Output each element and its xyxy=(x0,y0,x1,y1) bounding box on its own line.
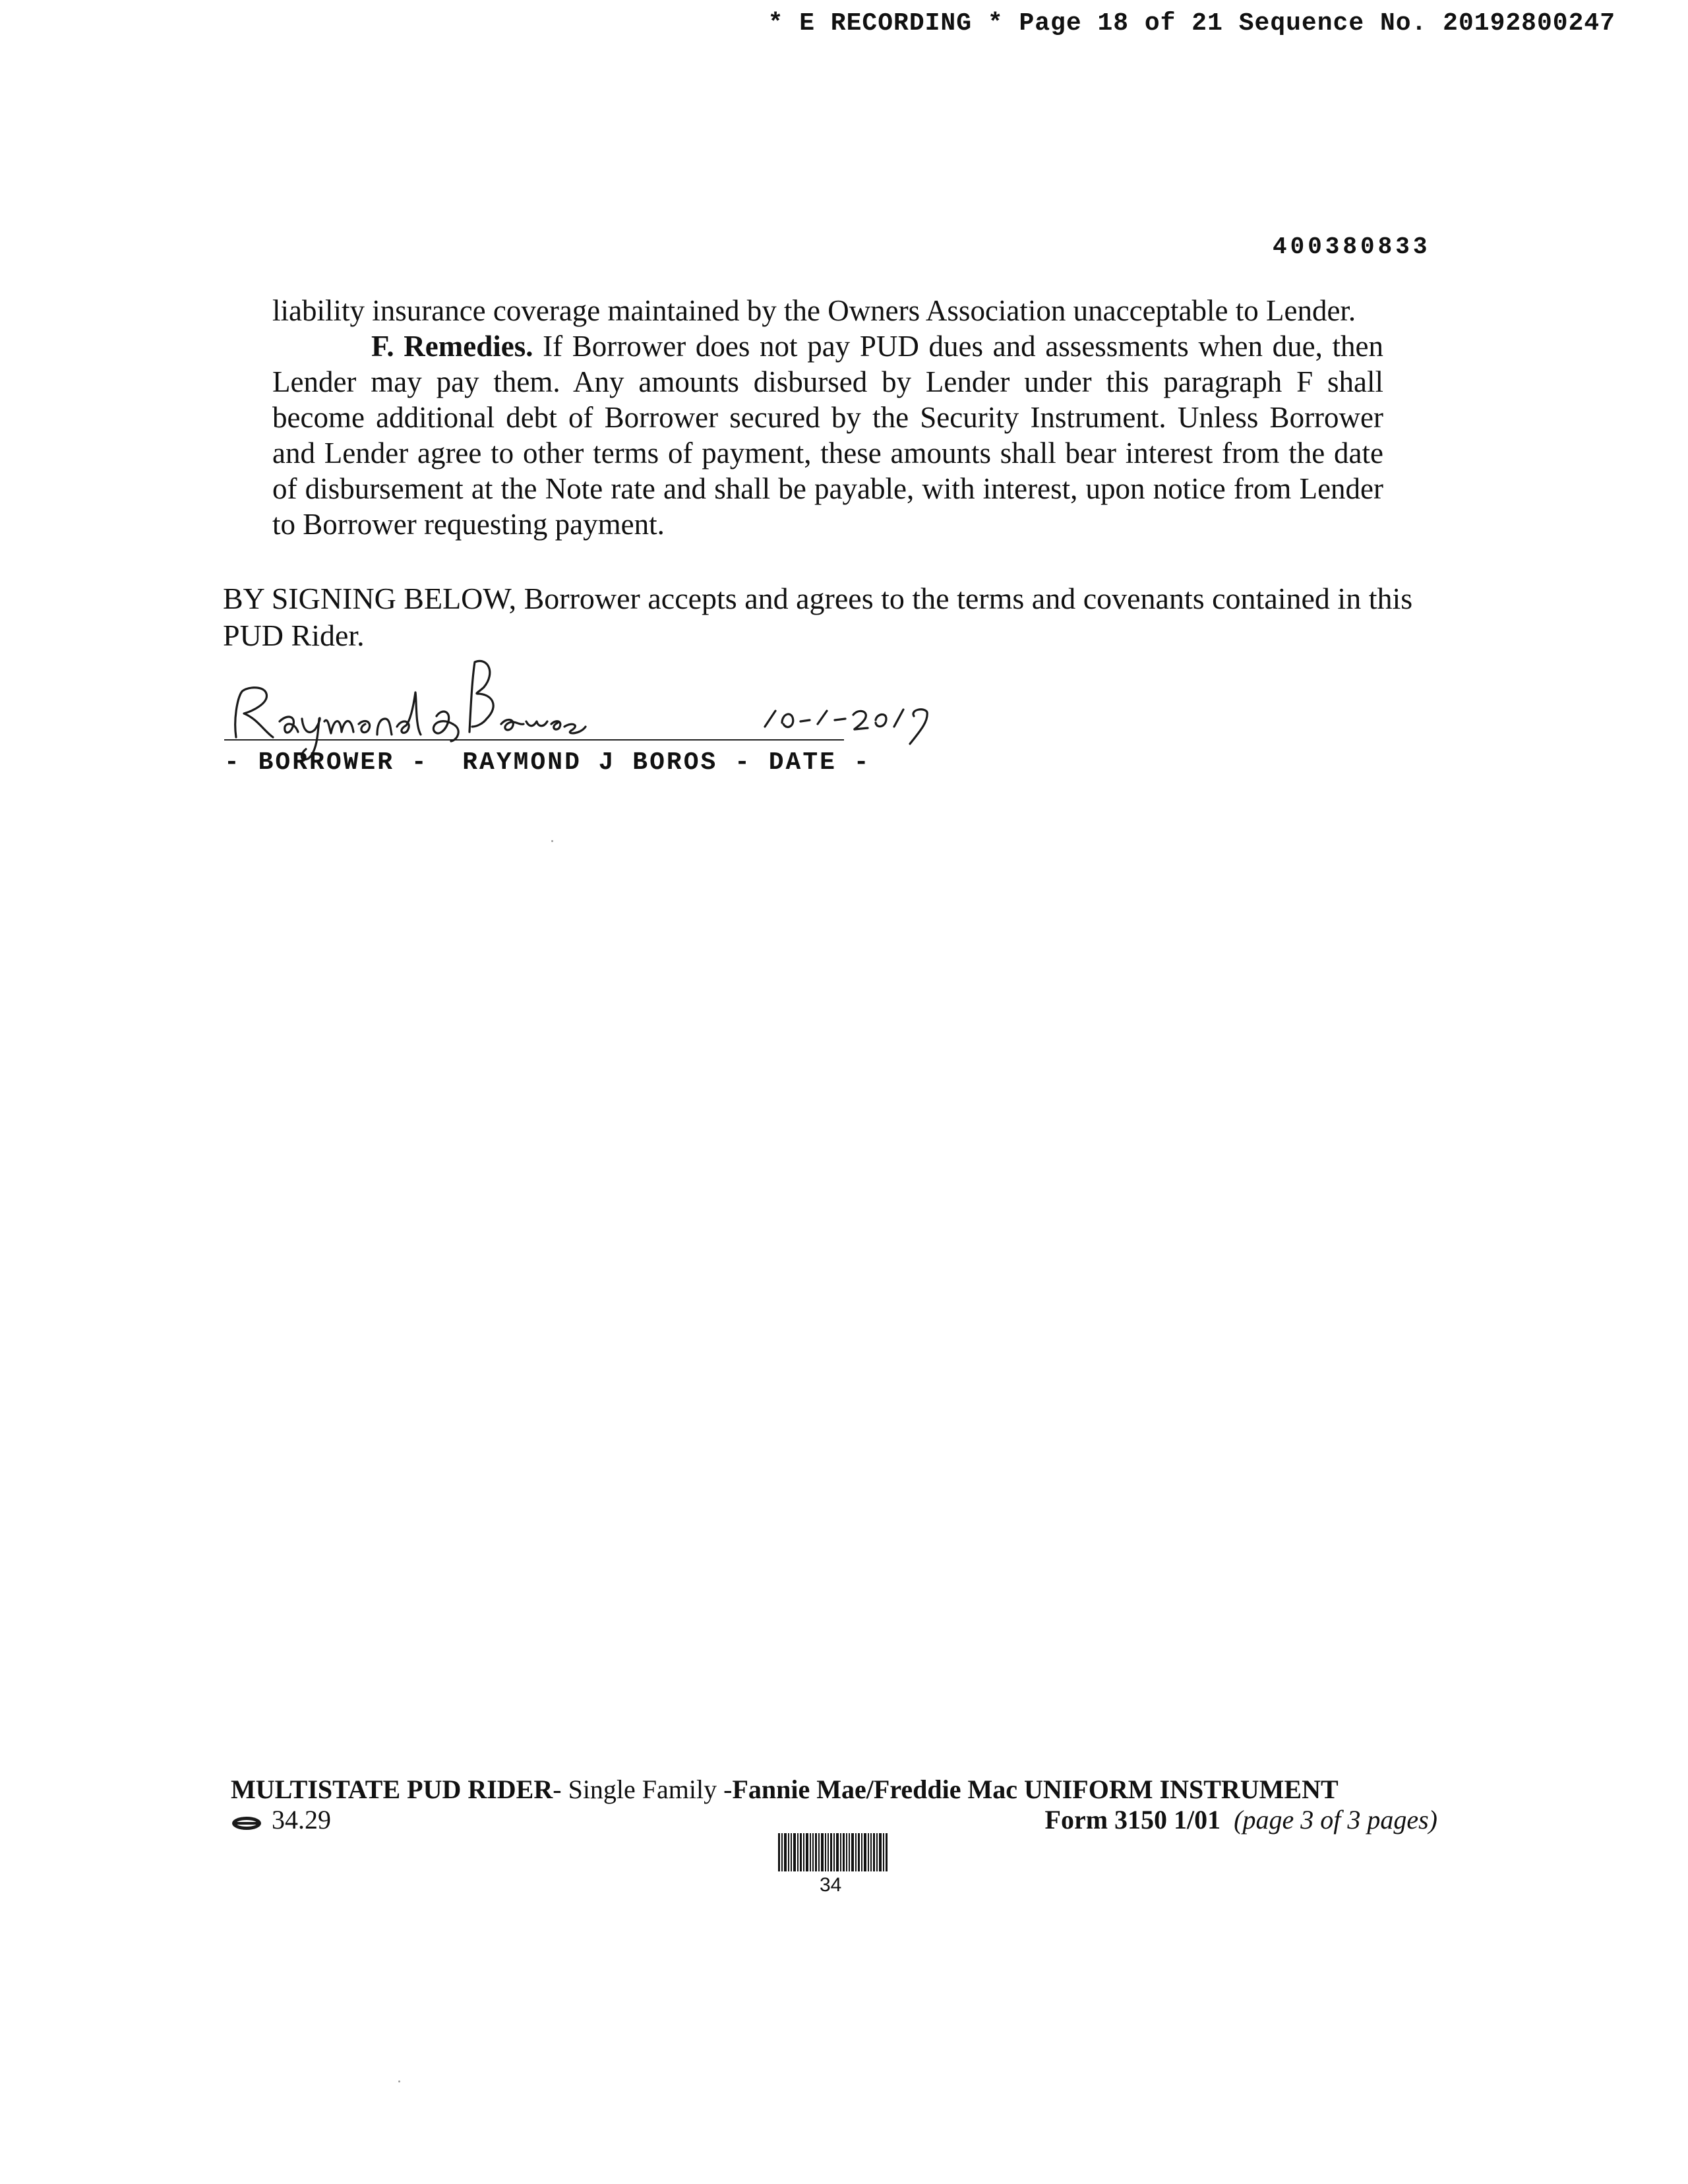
form-code xyxy=(231,1804,331,1838)
scan-speck xyxy=(398,2080,400,2082)
barcode-number: 34 xyxy=(820,1874,842,1896)
form-code-number: 34.29 xyxy=(272,1805,331,1835)
signature-label: - BORROWER - RAYMOND J BOROS - DATE - xyxy=(224,748,871,777)
rider-body xyxy=(272,293,1383,542)
form-title-main: MULTISTATE PUD RIDER xyxy=(231,1774,553,1804)
barcode-bars xyxy=(778,1833,890,1873)
form-number-code: Form 3150 1/01 xyxy=(1044,1805,1221,1835)
signing-statement: BY SIGNING BELOW, Borrower accepts and agrees to the terms and covenants contained in this PUD Rider. xyxy=(223,582,1413,652)
scan-speck xyxy=(551,840,553,842)
form-title-instrument: Fannie Mae/Freddie Mac UNIFORM INSTRUMENT xyxy=(732,1774,1339,1804)
vmp-logo-icon xyxy=(231,1807,262,1838)
form-title xyxy=(231,1774,1339,1805)
form-number xyxy=(1045,1804,1437,1835)
remedies-label: F. Remedies. xyxy=(371,330,533,363)
form-title-subtype: - Single Family - xyxy=(553,1774,733,1804)
continuation-paragraph: liability insurance coverage maintained by the Owners Association unacceptable to Lender. xyxy=(272,294,1356,327)
remedies-text: If Borrower does not pay PUD dues and assessments when due, then Lender may pay them. Any amounts disbursed by Lender under this paragraph F shall become additional debt of Borrower secured by the Security Instrument. Unless Borrower and Lender agree to other terms of payment, these amounts shall bear interest from the date of disbursement at the Note rate and shall be payable, with interest, upon notice from Lender to Borrower requesting payment. xyxy=(272,330,1383,541)
remedies-paragraph xyxy=(272,328,1383,542)
loan-number: 400380833 xyxy=(1273,233,1431,260)
form-footer-row xyxy=(231,1804,1437,1837)
recording-header: * E RECORDING * Page 18 of 21 Sequence No. 20192800247 xyxy=(768,9,1615,38)
page-info: (page 3 of 3 pages) xyxy=(1234,1805,1437,1835)
